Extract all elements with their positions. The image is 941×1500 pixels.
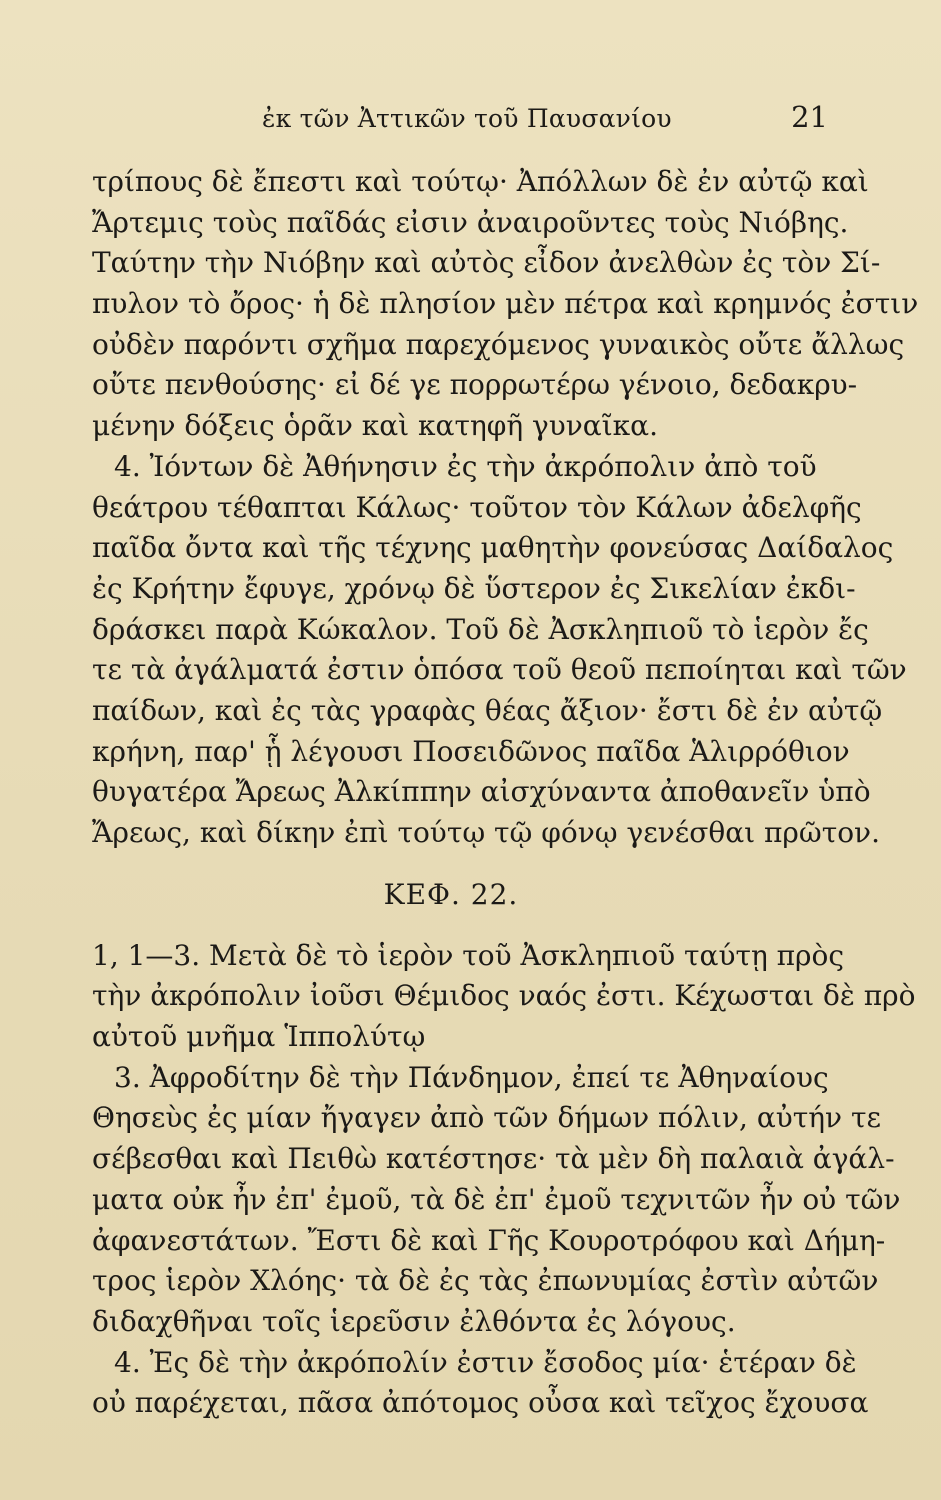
text-line: τρος ἱερὸν Χλόης· τὰ δὲ ἐς τὰς ἐπωνυμίας ἐστὶν αὐτῶν bbox=[92, 1264, 879, 1298]
paragraph-chapter-22-3 bbox=[92, 1058, 901, 1343]
main-text bbox=[92, 162, 919, 1424]
text-line: ματα οὐκ ἦν ἐπ' ἐμοῦ, τὰ δὲ ἐπ' ἐμοῦ τεχνιτῶν ἦν οὐ τῶν bbox=[92, 1182, 901, 1216]
text-line: παῖδα ὄντα καὶ τῆς τέχνης μαθητὴν φονεύσας Δαίδαλος bbox=[92, 531, 894, 565]
text-line: διδαχθῆναι τοῖς ἱερεῦσιν ἐλθόντα ἐς λόγους. bbox=[92, 1304, 736, 1338]
running-title: ἐκ τῶν Ἀττικῶν τοῦ Παυσανίου bbox=[262, 104, 672, 133]
text-line: Ἄρτεμις τοὺς παῖδάς εἰσιν ἀναιροῦντες τοὺς Νιόβης. bbox=[92, 205, 849, 239]
text-line: παίδων, καὶ ἐς τὰς γραφὰς θέας ἄξιον· ἔστι δὲ ἐν αὐτῷ bbox=[92, 693, 883, 727]
paragraph-niobe bbox=[92, 162, 919, 447]
chapter-heading: ΚΕΦ. 22. bbox=[383, 877, 519, 911]
paragraph-chapter-22-1 bbox=[92, 936, 916, 1058]
running-head bbox=[100, 98, 840, 138]
text-line: οὐδὲν παρόντι σχῆμα παρεχόμενος γυναικὸς οὔτε ἄλλως bbox=[92, 327, 905, 361]
paragraph-chapter-22-4 bbox=[92, 1343, 869, 1424]
text-line: Ταύτην τὴν Νιόβην καὶ αὐτὸς εἶδον ἀνελθὼν ἐς τὸν Σί- bbox=[92, 246, 881, 280]
text-line: 3. Ἀφροδίτην δὲ τὴν Πάνδημον, ἐπεί τε Ἀθηναίους bbox=[114, 1060, 829, 1094]
text-line: οὔτε πενθούσης· εἰ δέ γε πορρωτέρω γένοιο, δεδακρυ- bbox=[92, 368, 858, 402]
text-line: θεάτρου τέθαπται Κάλως· τοῦτον τὸν Κάλων ἀδελφῆς bbox=[92, 490, 862, 524]
paragraph-section-4 bbox=[92, 447, 907, 854]
text-line: τὴν ἀκρόπολιν ἰοῦσι Θέμιδος ναός ἐστι. Κέχωσται δὲ πρὸ bbox=[92, 979, 916, 1013]
text-line: τρίπους δὲ ἔπεστι καὶ τούτῳ· Ἀπόλλων δὲ ἐν αὐτῷ καὶ bbox=[92, 165, 869, 198]
text-line: 4. Ἐς δὲ τὴν ἀκρόπολίν ἐστιν ἔσοδος μία· ἑτέραν δὲ bbox=[114, 1345, 857, 1379]
text-line: τε τὰ ἀγάλματά ἐστιν ὁπόσα τοῦ θεοῦ πεποίηται καὶ τῶν bbox=[92, 653, 907, 687]
text-line: πυλον τὸ ὄρος· ἡ δὲ πλησίον μὲν πέτρα καὶ κρημνός ἐστιν bbox=[92, 287, 919, 321]
text-line: ἐς Κρήτην ἔφυγε, χρόνῳ δὲ ὕστερον ἐς Σικελίαν ἐκδι- bbox=[92, 571, 856, 605]
text-line: ἀφανεστάτων. Ἔστι δὲ καὶ Γῆς Κουροτρόφου καὶ Δήμη- bbox=[92, 1223, 886, 1257]
text-line: 1, 1—3. Μετὰ δὲ τὸ ἱερὸν τοῦ Ἀσκληπιοῦ ταύτῃ πρὸς bbox=[92, 938, 845, 972]
text-line: οὐ παρέχεται, πᾶσα ἀπότομος οὖσα καὶ τεῖχος ἔχουσα bbox=[92, 1386, 869, 1420]
text-line: θυγατέρα Ἄρεως Ἀλκίππην αἰσχύναντα ἀποθανεῖν ὑπὸ bbox=[92, 775, 871, 809]
text-line: Ἄρεως, καὶ δίκην ἐπὶ τούτῳ τῷ φόνῳ γενέσθαι πρῶτον. bbox=[92, 816, 880, 849]
text-line: σέβεσθαι καὶ Πειθὼ κατέστησε· τὰ μὲν δὴ παλαιὰ ἀγάλ- bbox=[92, 1142, 895, 1176]
text-line: αὐτοῦ μνῆμα Ἱππολύτῳ bbox=[92, 1020, 426, 1054]
text-line: 4. Ἰόντων δὲ Ἀθήνησιν ἐς τὴν ἀκρόπολιν ἀπὸ τοῦ bbox=[114, 449, 817, 483]
text-line: Θησεὺς ἐς μίαν ἤγαγεν ἀπὸ τῶν δήμων πόλιν, αὐτήν τε bbox=[92, 1101, 881, 1135]
text-line: δράσκει παρὰ Κώκαλον. Τοῦ δὲ Ἀσκληπιοῦ τὸ ἱερὸν ἔς bbox=[92, 612, 869, 646]
text-line: κρήνη, παρ' ᾗ λέγουσι Ποσειδῶνος παῖδα Ἁλιρρόθιον bbox=[92, 734, 850, 768]
text-line: μένην δόξεις ὁρᾶν καὶ κατηφῆ γυναῖκα. bbox=[92, 409, 658, 443]
page-number: 21 bbox=[791, 100, 828, 134]
